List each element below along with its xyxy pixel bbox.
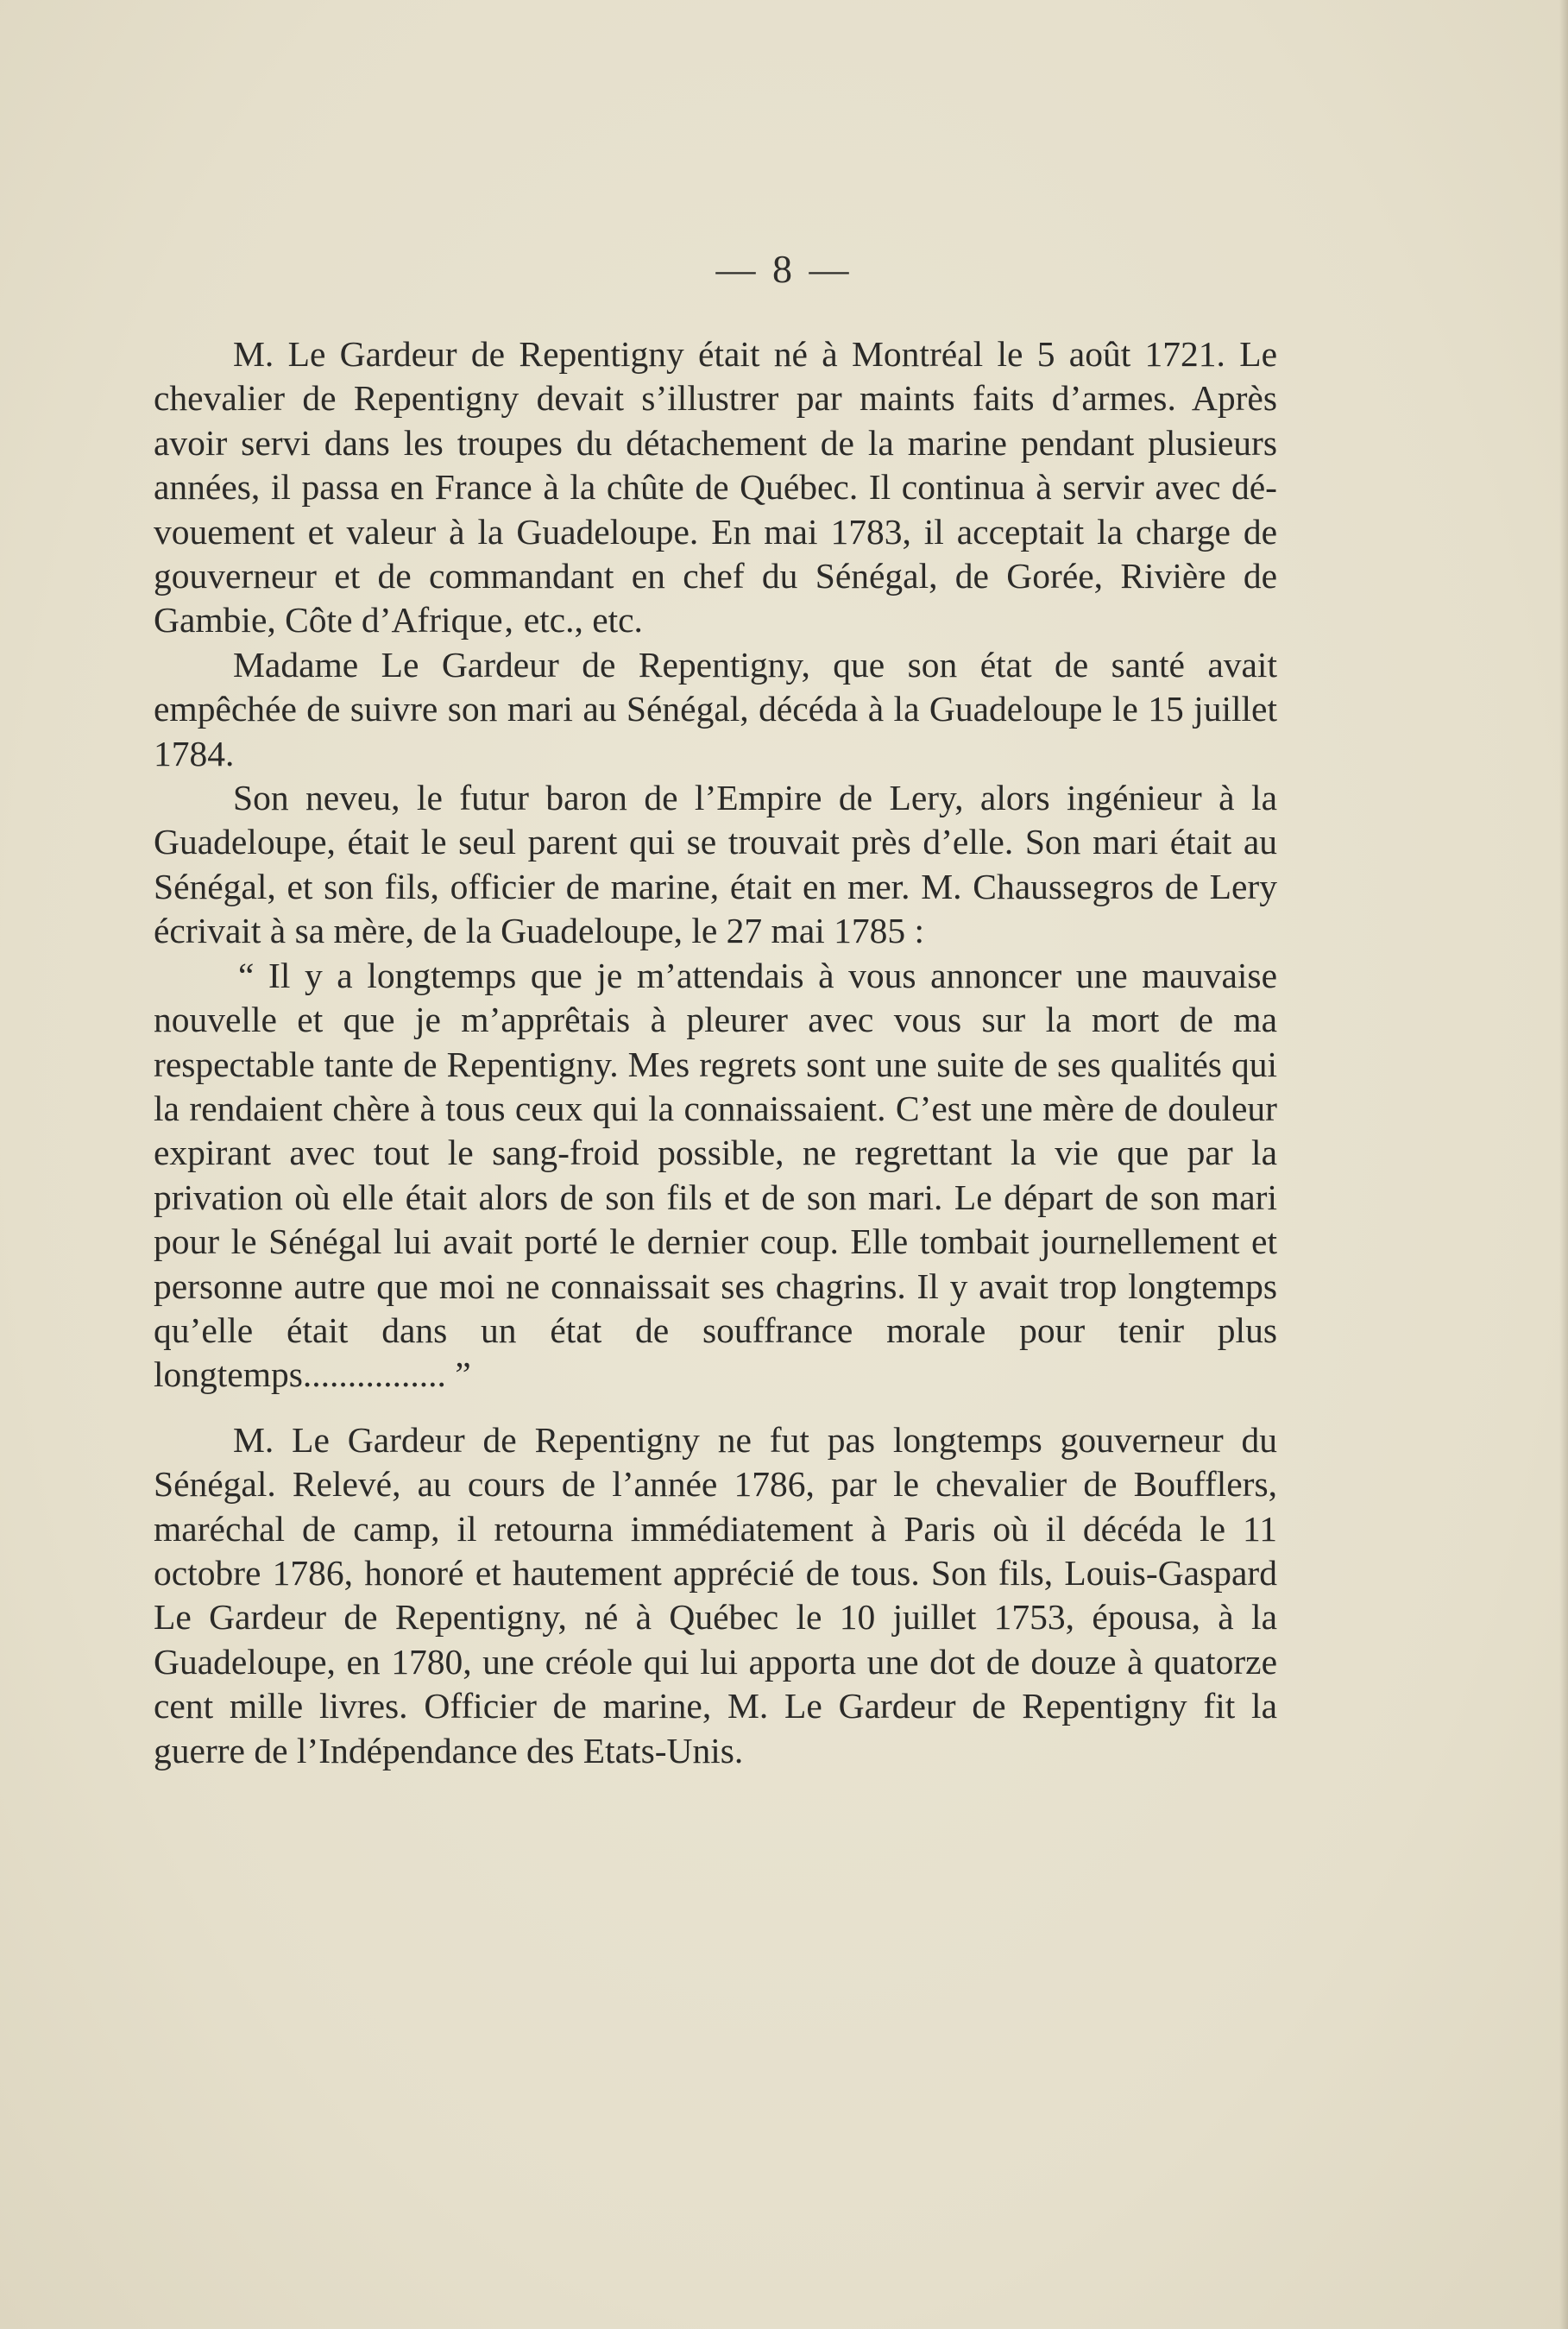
paragraph-nephew-letter-intro: Son neveu, le futur baron de l’Empire de Lery, alors ingénieur à la Guadeloupe, était le seul parent qui se trouvait près d’elle. Son mari était au Sénégal, et son fils, officier de marine, était en mer. M. Chaussegros de Lery écrivait à sa mère, de la Guadeloupe, le 27 mai 1785 : (154, 778, 1277, 951)
paragraph-repentigny-biography: M. Le Gardeur de Repentigny était né à Montréal le 5 août 1721. Le chevalier de Repentigny devait s’illustrer par maints faits d’armes. Après avoir servi dans les troupes du détachement de la marine pendant plusieurs années, il passa en France à la chûte de Québec. Il continua à servir avec dévouement et valeur à la Guadeloupe. En mai 1783, il acceptait la charge de gouverneur et de commandant en chef du Sénégal, de Gorée, Rivière de Gambie, Côte d’Afrique‚ etc., etc. (154, 334, 1277, 641)
paragraph-governor-senegal: M. Le Gardeur de Repentigny ne fut pas longtemps gouverneur du Sénégal. Relevé, au cours de l’année 1786, par le chevalier de Boufflers, maréchal de camp, il retourna immédiatement à Paris où il décéda le 11 octobre 1786, honoré et hautement apprécié de tous. Son fils, Louis-Gaspard Le Gardeur de Repentigny, né à Québec le 10 juillet 1753, épousa, à la Guadeloupe, en 1780, une créole qui lui apporta une dot de douze à quatorze cent mille livres. Officier de marine, M. Le Gardeur de Repentigny fit la guerre de l’Indépendance des Etats-Unis. (154, 1419, 1277, 1770)
body-text (154, 332, 1277, 1773)
page-number: — 8 — (715, 247, 853, 291)
paragraph-madame-death: Madame Le Gardeur de Repentigny, que son état de santé avait empêchée de suivre son mari au Sénégal, décéda à la Guadeloupe le 15 juillet 1784. (154, 644, 1277, 773)
paragraph-letter-quote: “ Il y a longtemps que je m’attendais à vous annoncer une mauvaise nouvelle et que je m’apprêtais à pleurer avec vous sur la mort de ma respectable tante de Repentigny. Mes regrets sont une suite de ses qualités qui la rendaient chère à tous ceux qui la connaissaient. C’est une mère de douleur expirant avec tout le sang-froid possible, ne regrettant la vie que par la privation où elle était alors de son fils et de son mari. Le départ de son mari pour le Sénégal lui avait porté le dernier coup. Elle tombait journellement et personne autre que moi ne connaissait ses chagrins. Il y avait trop longtemps qu’elle était dans un état de souffrance morale pour tenir plus longtemps................ ” (154, 955, 1277, 1395)
page-edge-shadow (1559, 0, 1568, 2329)
